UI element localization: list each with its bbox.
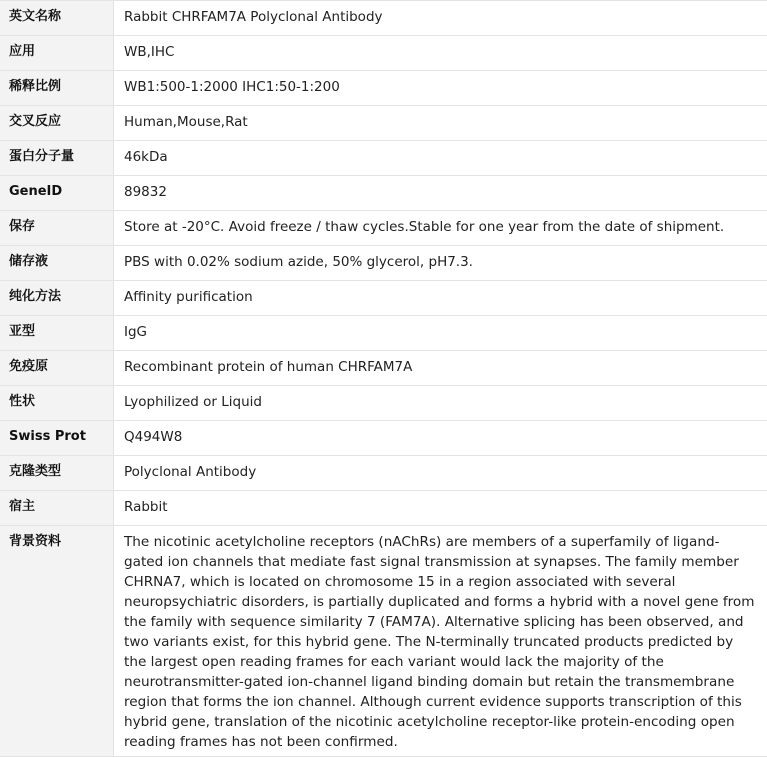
row-label: 英文名称 <box>0 1 113 26</box>
row-buffer <box>0 246 767 281</box>
label-cell <box>0 36 114 71</box>
label-cell <box>0 211 114 246</box>
row-value: WB,IHC <box>114 36 767 61</box>
row-label: Swiss Prot <box>0 421 113 446</box>
row-application <box>0 36 767 71</box>
row-label: 宿主 <box>0 491 113 516</box>
value-cell <box>114 456 767 491</box>
label-cell <box>0 1 114 36</box>
value-cell <box>114 421 767 456</box>
label-cell <box>0 491 114 526</box>
row-purification <box>0 281 767 316</box>
row-label: 纯化方法 <box>0 281 113 306</box>
row-value: Rabbit CHRFAM7A Polyclonal Antibody <box>114 1 767 26</box>
row-isotype <box>0 316 767 351</box>
label-cell <box>0 141 114 176</box>
value-cell <box>114 526 767 757</box>
row-value: 46kDa <box>114 141 767 166</box>
row-value: Polyclonal Antibody <box>114 456 767 481</box>
row-molecular-weight <box>0 141 767 176</box>
value-cell <box>114 246 767 281</box>
value-cell <box>114 1 767 36</box>
row-value: Store at -20°C. Avoid freeze / thaw cycles.Stable for one year from the date of shipment. <box>114 211 767 236</box>
row-label: 交叉反应 <box>0 106 113 131</box>
value-cell <box>114 71 767 106</box>
row-label: 应用 <box>0 36 113 61</box>
value-cell <box>114 176 767 211</box>
row-label: 蛋白分子量 <box>0 141 113 166</box>
row-label: GeneID <box>0 176 113 201</box>
value-cell <box>114 351 767 386</box>
row-swiss-prot <box>0 421 767 456</box>
row-label: 背景资料 <box>0 526 113 551</box>
value-cell <box>114 386 767 421</box>
row-storage <box>0 211 767 246</box>
value-cell <box>114 281 767 316</box>
background-text: The nicotinic acetylcholine receptors (nAChRs) are members of a superfamily of ligand-gated ion channels that mediate fast signal transmission at synapses. The family member CHRNA7, which is located on chromosome 15 in a region associated with several neuropsychiatric disorders, is partially duplicated and forms a hybrid with a novel gene from the family with sequence similarity 7 (FAM7A). Alternative splicing has been observed, and two variants exist, for this hybrid gene. The N-terminally truncated products predicted by the largest open reading frames for each variant would lack the majority of the neurotransmitter-gated ion-channel ligand binding domain but retain the transmembrane region that forms the ion channel. Although current evidence supports transcription of this hybrid gene, translation of the nicotinic acetylcholine receptor-like protein-encoding open reading frames has not been confirmed. <box>114 526 767 752</box>
row-host <box>0 491 767 526</box>
row-value: Lyophilized or Liquid <box>114 386 767 411</box>
label-cell <box>0 351 114 386</box>
value-cell <box>114 316 767 351</box>
row-value: Recombinant protein of human CHRFAM7A <box>114 351 767 376</box>
row-value: Affinity purification <box>114 281 767 306</box>
label-cell <box>0 316 114 351</box>
row-label: 亚型 <box>0 316 113 341</box>
row-immunogen <box>0 351 767 386</box>
label-cell <box>0 456 114 491</box>
row-label: 克隆类型 <box>0 456 113 481</box>
row-label: 免疫原 <box>0 351 113 376</box>
row-value: Rabbit <box>114 491 767 516</box>
value-cell <box>114 491 767 526</box>
row-label: 性状 <box>0 386 113 411</box>
row-value: 89832 <box>114 176 767 201</box>
label-cell <box>0 176 114 211</box>
row-dilution <box>0 71 767 106</box>
value-cell <box>114 141 767 176</box>
label-cell <box>0 526 114 757</box>
label-cell <box>0 386 114 421</box>
value-cell <box>114 211 767 246</box>
row-label: 稀释比例 <box>0 71 113 96</box>
row-gene-id <box>0 176 767 211</box>
row-label: 保存 <box>0 211 113 236</box>
row-value: Q494W8 <box>114 421 767 446</box>
label-cell <box>0 281 114 316</box>
row-label: 储存液 <box>0 246 113 271</box>
row-form <box>0 386 767 421</box>
label-cell <box>0 246 114 281</box>
value-cell <box>114 36 767 71</box>
value-cell <box>114 106 767 141</box>
row-value: IgG <box>114 316 767 341</box>
label-cell <box>0 421 114 456</box>
row-clonality <box>0 456 767 491</box>
label-cell <box>0 71 114 106</box>
row-value: PBS with 0.02% sodium azide, 50% glycerol, pH7.3. <box>114 246 767 271</box>
label-cell <box>0 106 114 141</box>
row-reactivity <box>0 106 767 141</box>
row-value: WB1:500-1:2000 IHC1:50-1:200 <box>114 71 767 96</box>
row-english-name <box>0 1 767 36</box>
row-value: Human,Mouse,Rat <box>114 106 767 131</box>
row-background <box>0 526 767 757</box>
